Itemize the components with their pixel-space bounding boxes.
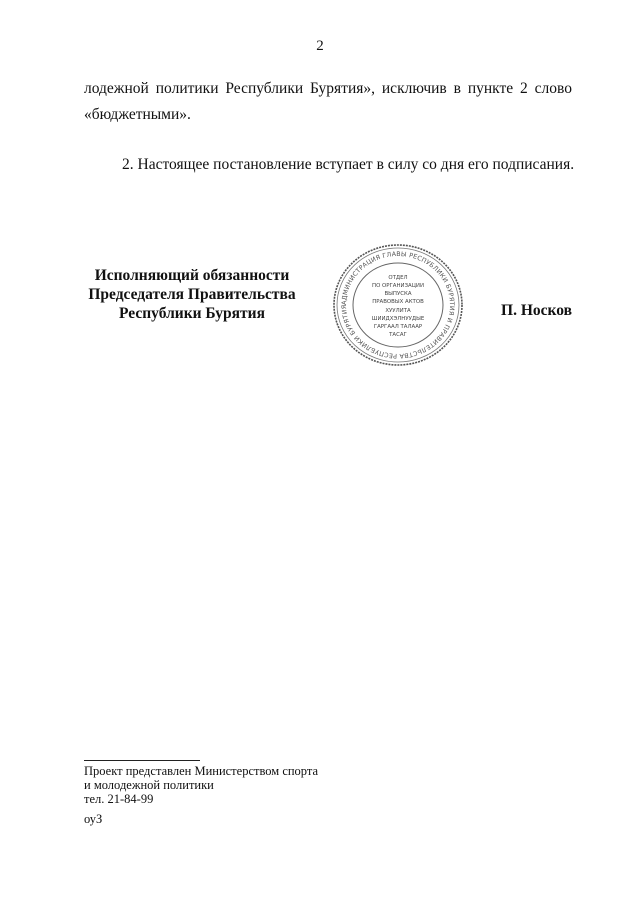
stamp-center-line: ХУУЛИТА: [385, 308, 411, 314]
signatory-title-line: Исполняющий обязанности: [94, 267, 290, 284]
signatory-title: [72, 266, 312, 323]
body-paragraph-2: 2. Настоящее постановление вступает в силу со дня его подписания.: [122, 156, 575, 173]
signatory-title-line: Председателя Правительства: [88, 286, 296, 303]
footnote-line: тел. 21-84-99: [84, 792, 154, 806]
signatory-title-line: Республики Бурятия: [119, 305, 265, 322]
footnote-divider: [84, 760, 200, 761]
signatory-name: П. Носков: [501, 302, 572, 319]
footnote-line: Проект представлен Министерством спорта: [84, 764, 319, 778]
paragraph-line: лодежной политики Республики Бурятия», исключив в пункте 2 слово: [84, 80, 572, 97]
stamp-center-line: ВЫПУСКА: [384, 291, 412, 297]
stamp-center-line: ГАРГААЛ ТАЛААР: [373, 324, 423, 330]
footnote: [84, 764, 318, 806]
page-number: 2: [316, 38, 324, 54]
footnote-line: и молодежной политики: [84, 778, 214, 792]
stamp-center-line: ПРАВОВЫХ АКТОВ: [372, 299, 424, 305]
document-code: оуЗ: [84, 812, 103, 826]
svg-text:АДМИНИСТРАЦИЯ ГЛАВЫ РЕСПУБЛИКИ: [341, 251, 455, 359]
official-stamp-icon: [331, 242, 465, 368]
body-paragraph-continued: [84, 76, 572, 128]
stamp-center-line: ПО ОРГАНИЗАЦИИ: [372, 283, 424, 289]
paragraph-line: «бюджетными».: [84, 106, 191, 123]
stamp-center-line: ОТДЕЛ: [388, 275, 408, 281]
stamp-ring-text: АДМИНИСТРАЦИЯ ГЛАВЫ РЕСПУБЛИКИ БУРЯТИЯ И ПРАВИТЕЛЬСТВА РЕСПУБЛИКИ БУРЯТИЯ: [340, 250, 456, 360]
stamp-center-line: ШИИДХЭЛНУУДЫЕ: [371, 316, 425, 322]
stamp-center-line: ТАСАГ: [389, 332, 407, 338]
